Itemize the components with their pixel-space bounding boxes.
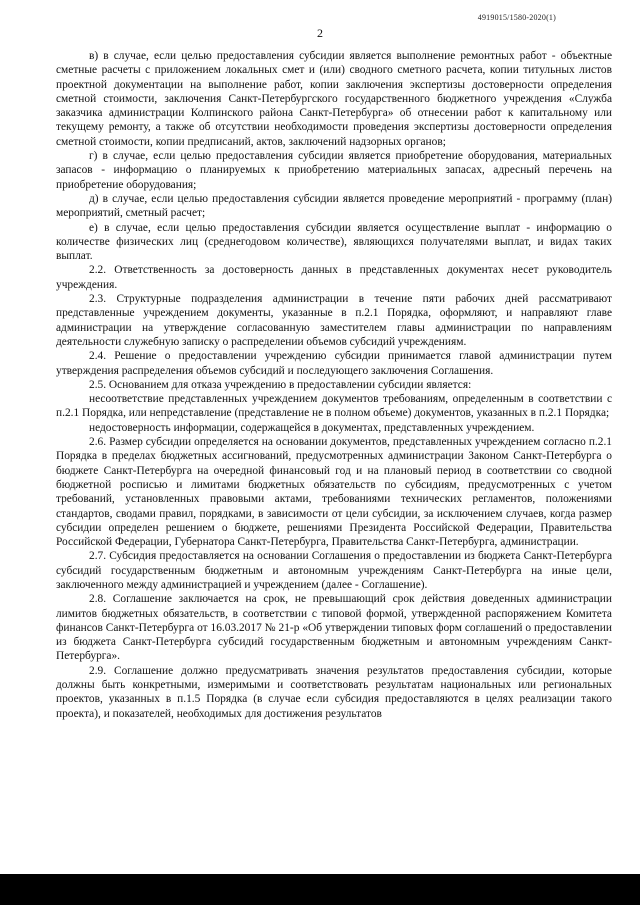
paragraph: 2.6. Размер субсидии определяется на основании документов, представленных учреждением согласно п.2.1 Порядка в пределах бюджетных ассигнований, предусмотренных администрации Законом Санкт-Петербурга о бюджете Санкт-Петербурга на очередной финансовый год и на плановый период в соответствии со сводной бюджетной росписью и лимитами бюджетных обязательств по субсидиям, предусмотренных с учетом требований, установленных правовыми актами, требованиями технических регламентов, положениями стандартов, сводами правил, порядками, в зависимости от цели субсидии, за исключением случаев, когда размер субсидии определен решением о бюджете, решениями Президента Российской Федерации, Правительства Российской Федерации, Губернатора Санкт-Петербурга, Правительства Санкт-Петербурга, администрации. xyxy=(56,436,612,549)
paragraph: г) в случае, если целью предоставления субсидии является приобретение оборудования, материальных запасов - информацию о планируемых к приобретению материальных запасах, адресный перечень на приобретение оборудования; xyxy=(56,150,612,191)
paragraph: 2.5. Основанием для отказа учреждению в предоставлении субсидии является: xyxy=(89,378,472,391)
paragraph: 2.7. Субсидия предоставляется на основании Соглашения о предоставлении из бюджета Санкт-Петербурга субсидий государственным бюджетным и автономным учреждениям Санкт-Петербурга на иные цели, заключенного между администрацией и учреждением (далее - Соглашение). xyxy=(56,550,612,591)
paragraph: 2.8. Соглашение заключается на срок, не превышающий срок действия доведенных администрации лимитов бюджетных обязательств, в соответствии с типовой формой, утвержденной распоряжением Комитета финансов Санкт-Петербурга от 16.03.2017 № 21-р «Об утверждении типовых форм соглашений о предоставлении из бюджета Санкт-Петербурга субсидий государственным бюджетным и автономным учреждениям Санкт-Петербурга». xyxy=(56,593,612,663)
paragraph: е) в случае, если целью предоставления субсидии является осуществление выплат - информацию о количестве физических лиц (среднегодовом количестве), являющихся получателями выплат, и видах таких выплат. xyxy=(56,221,612,263)
document-body xyxy=(56,49,612,721)
paragraph: 2.4. Решение о предоставлении учреждению субсидии принимается главой администрации путем утверждения распределения объемов субсидий и последующего заключения Соглашения. xyxy=(56,350,612,377)
paragraph: несоответствие представленных учреждением документов требованиям, определенным в соответствии с п.2.1 Порядка, или непредставление (представление не в полном объеме) документов, указанных в п.2.1 Порядка; xyxy=(56,393,612,420)
paragraph: 2.2. Ответственность за достоверность данных в представленных документах несет руководитель учреждения. xyxy=(56,264,612,291)
page-number: 2 xyxy=(317,26,323,40)
paragraph: недостоверность информации, содержащейся в документах, представленных учреждением. xyxy=(89,421,535,434)
document-id: 4919015/1580-2020(1) xyxy=(477,13,556,22)
paragraph: 2.3. Структурные подразделения администрации в течение пяти рабочих дней рассматривают представленные учреждением документы, указанные в п.2.1 Порядка, оформляют, и направляют главе администрации на утверждение согласованную заместителем главы администрации по направлениям деятельности служебную записку о распределении объемов субсидий учреждениям. xyxy=(56,293,612,348)
scan-border xyxy=(0,874,640,905)
paragraph: д) в случае, если целью предоставления субсидии является проведение мероприятий - программу (план) мероприятий, сметный расчет; xyxy=(56,192,612,220)
paragraph: 2.9. Соглашение должно предусматривать значения результатов предоставления субсидии, которые должны быть конкретными, измеримыми и соответствовать результатам национальных или региональных проектов, указанных в п.1.5 Порядка (в случае если субсидия предоставляются в целях реализации такого проекта), и показателей, необходимых для достижения результатов xyxy=(56,664,612,720)
paragraph: в) в случае, если целью предоставления субсидии является выполнение ремонтных работ - объектные сметные расчеты с приложением локальных смет и (или) сводного сметного расчета, копии титульных листов проектной документации на выполнение работ, копии заключения экспертизы достоверности определения сметной стоимости, заключения Санкт-Петербургского государственного бюджетного учреждения «Служба заказчика администрации Колпинского района Санкт-Петербурга» об отнесении работ к капитальному или текущему ремонту, а также об отсутствии необходимости проведения экспертизы достоверности определения сметной стоимости, копии предписаний, актов, заключений надзорных органов; xyxy=(56,50,612,148)
